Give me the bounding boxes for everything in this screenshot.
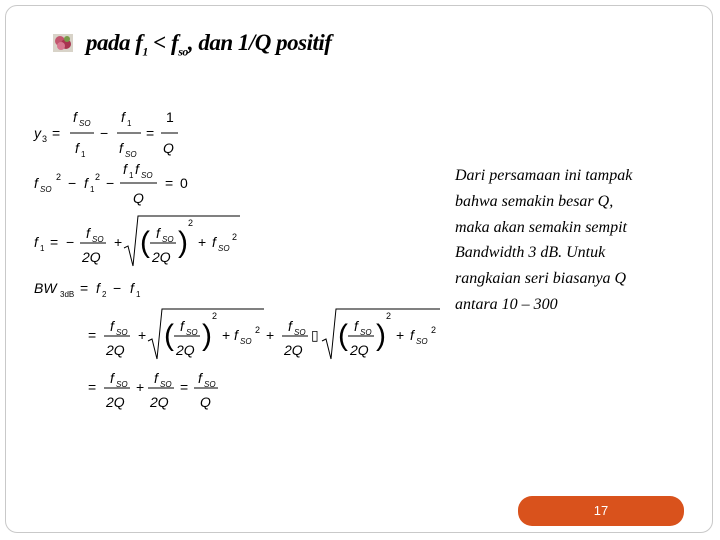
equation-bandwidth-result (88, 370, 218, 410)
explanation-line: Dari persamaan ini tampak (455, 167, 633, 184)
svg-text:f: f (288, 318, 292, 334)
svg-text:−: − (68, 175, 77, 191)
svg-text:=: = (88, 327, 97, 343)
svg-text:1: 1 (40, 244, 45, 253)
svg-text:(: ( (164, 319, 174, 352)
svg-text:SO: SO (416, 337, 428, 346)
equation-bandwidth (34, 280, 141, 299)
equation-f1 (34, 216, 240, 266)
explanation-line: Bandwidth 3 dB. Untuk (455, 244, 606, 262)
svg-text:f: f (180, 318, 184, 334)
svg-text:SO: SO (294, 328, 306, 337)
svg-text:=: = (88, 379, 97, 395)
svg-text:+: + (396, 327, 405, 343)
svg-text:f: f (121, 109, 125, 125)
svg-text:2: 2 (255, 325, 261, 335)
svg-text:): ) (178, 226, 188, 259)
svg-text:1: 1 (136, 290, 141, 299)
svg-text:f: f (154, 370, 158, 386)
svg-text:▯: ▯ (311, 327, 319, 343)
svg-text:=: = (50, 234, 59, 250)
svg-text:2Q: 2Q (150, 394, 169, 410)
explanation-text (455, 163, 685, 318)
svg-text:2: 2 (102, 290, 107, 299)
svg-text:f: f (73, 109, 77, 125)
svg-text:f: f (156, 225, 160, 241)
svg-text:SO: SO (218, 244, 230, 253)
svg-text:2Q: 2Q (284, 342, 303, 358)
svg-text:2: 2 (188, 218, 194, 228)
svg-text:SO: SO (92, 235, 104, 244)
svg-text:0: 0 (180, 175, 188, 191)
svg-text:1: 1 (166, 109, 174, 125)
page-number: 17 (593, 503, 609, 518)
svg-text:f: f (135, 161, 139, 177)
svg-text:−: − (100, 125, 109, 141)
slide-title: pada $f_1 < f_{so}$, dan 1/Q positif (86, 30, 332, 59)
svg-text:2Q: 2Q (82, 249, 101, 265)
svg-text:=: = (146, 125, 155, 141)
svg-text:−: − (66, 234, 75, 250)
svg-text:f: f (34, 234, 38, 250)
svg-text:f: f (86, 225, 90, 241)
svg-text:3: 3 (42, 134, 48, 144)
svg-text:Q: Q (200, 394, 211, 410)
svg-text:SO: SO (141, 171, 153, 180)
svg-text:2: 2 (386, 311, 392, 321)
svg-text:2: 2 (56, 172, 62, 182)
svg-text:SO: SO (186, 328, 198, 337)
svg-text:−: − (106, 175, 115, 191)
svg-text:2Q: 2Q (350, 342, 369, 358)
svg-text:f: f (110, 370, 114, 386)
svg-text:SO: SO (162, 235, 174, 244)
svg-text:SO: SO (160, 380, 172, 389)
explanation-line: antara 10 – 300 (455, 295, 558, 313)
svg-text:+: + (138, 327, 147, 343)
svg-text:f: f (354, 318, 358, 334)
svg-text:SO: SO (116, 328, 128, 337)
svg-text:1: 1 (90, 185, 95, 194)
svg-text:f: f (410, 327, 414, 343)
explanation-line: bahwa semakin besar Q, (455, 192, 614, 210)
svg-text:+: + (222, 327, 231, 343)
svg-text:f: f (110, 318, 114, 334)
svg-text:f: f (198, 370, 202, 386)
svg-text:f: f (75, 140, 79, 156)
svg-text:2: 2 (212, 311, 218, 321)
svg-text:+: + (266, 327, 275, 343)
svg-text:=: = (180, 379, 189, 395)
svg-text:f: f (234, 327, 238, 343)
svg-text:1: 1 (81, 150, 86, 159)
equation-quadratic (34, 161, 188, 206)
equation-bandwidth-expanded (88, 309, 440, 359)
svg-text:3dB: 3dB (60, 290, 75, 299)
svg-text:2: 2 (232, 232, 238, 242)
svg-text:f: f (212, 234, 216, 250)
svg-text:f: f (96, 280, 100, 296)
svg-text:SO: SO (116, 380, 128, 389)
svg-text:): ) (202, 319, 212, 352)
svg-text:2Q: 2Q (106, 394, 125, 410)
svg-text:BW: BW (34, 280, 57, 296)
svg-text:y: y (34, 125, 41, 141)
svg-text:f: f (34, 175, 38, 191)
svg-text:SO: SO (360, 328, 372, 337)
explanation-line: rangkaian seri biasanya Q (455, 270, 627, 288)
svg-text:2Q: 2Q (106, 342, 125, 358)
explanation-line: maka akan semakin sempit (455, 218, 627, 236)
svg-text:2Q: 2Q (152, 249, 171, 265)
svg-text:SO: SO (79, 119, 91, 128)
svg-text:1: 1 (129, 171, 134, 180)
svg-text:(: ( (338, 319, 348, 352)
svg-text:1: 1 (127, 119, 132, 128)
svg-text:f: f (84, 175, 88, 191)
equation-y3 (33, 109, 178, 159)
svg-text:Q: Q (163, 140, 174, 156)
svg-text:): ) (376, 319, 386, 352)
svg-text:2: 2 (95, 172, 101, 182)
page-number-badge (518, 496, 684, 526)
svg-text:f: f (123, 161, 127, 177)
svg-text:SO: SO (125, 150, 137, 159)
svg-text:+: + (114, 234, 123, 250)
svg-text:+: + (136, 379, 145, 395)
svg-text:f: f (119, 140, 123, 156)
svg-text:=: = (165, 175, 174, 191)
svg-text:+: + (198, 234, 207, 250)
svg-text:=: = (52, 125, 61, 141)
svg-text:−: − (113, 280, 122, 296)
svg-text:2Q: 2Q (176, 342, 195, 358)
svg-text:f: f (130, 280, 134, 296)
svg-text:SO: SO (40, 185, 52, 194)
svg-text:(: ( (140, 226, 150, 259)
svg-text:Q: Q (133, 190, 144, 206)
svg-text:SO: SO (204, 380, 216, 389)
svg-text:2: 2 (431, 325, 437, 335)
svg-text:SO: SO (240, 337, 252, 346)
svg-text:=: = (80, 280, 89, 296)
